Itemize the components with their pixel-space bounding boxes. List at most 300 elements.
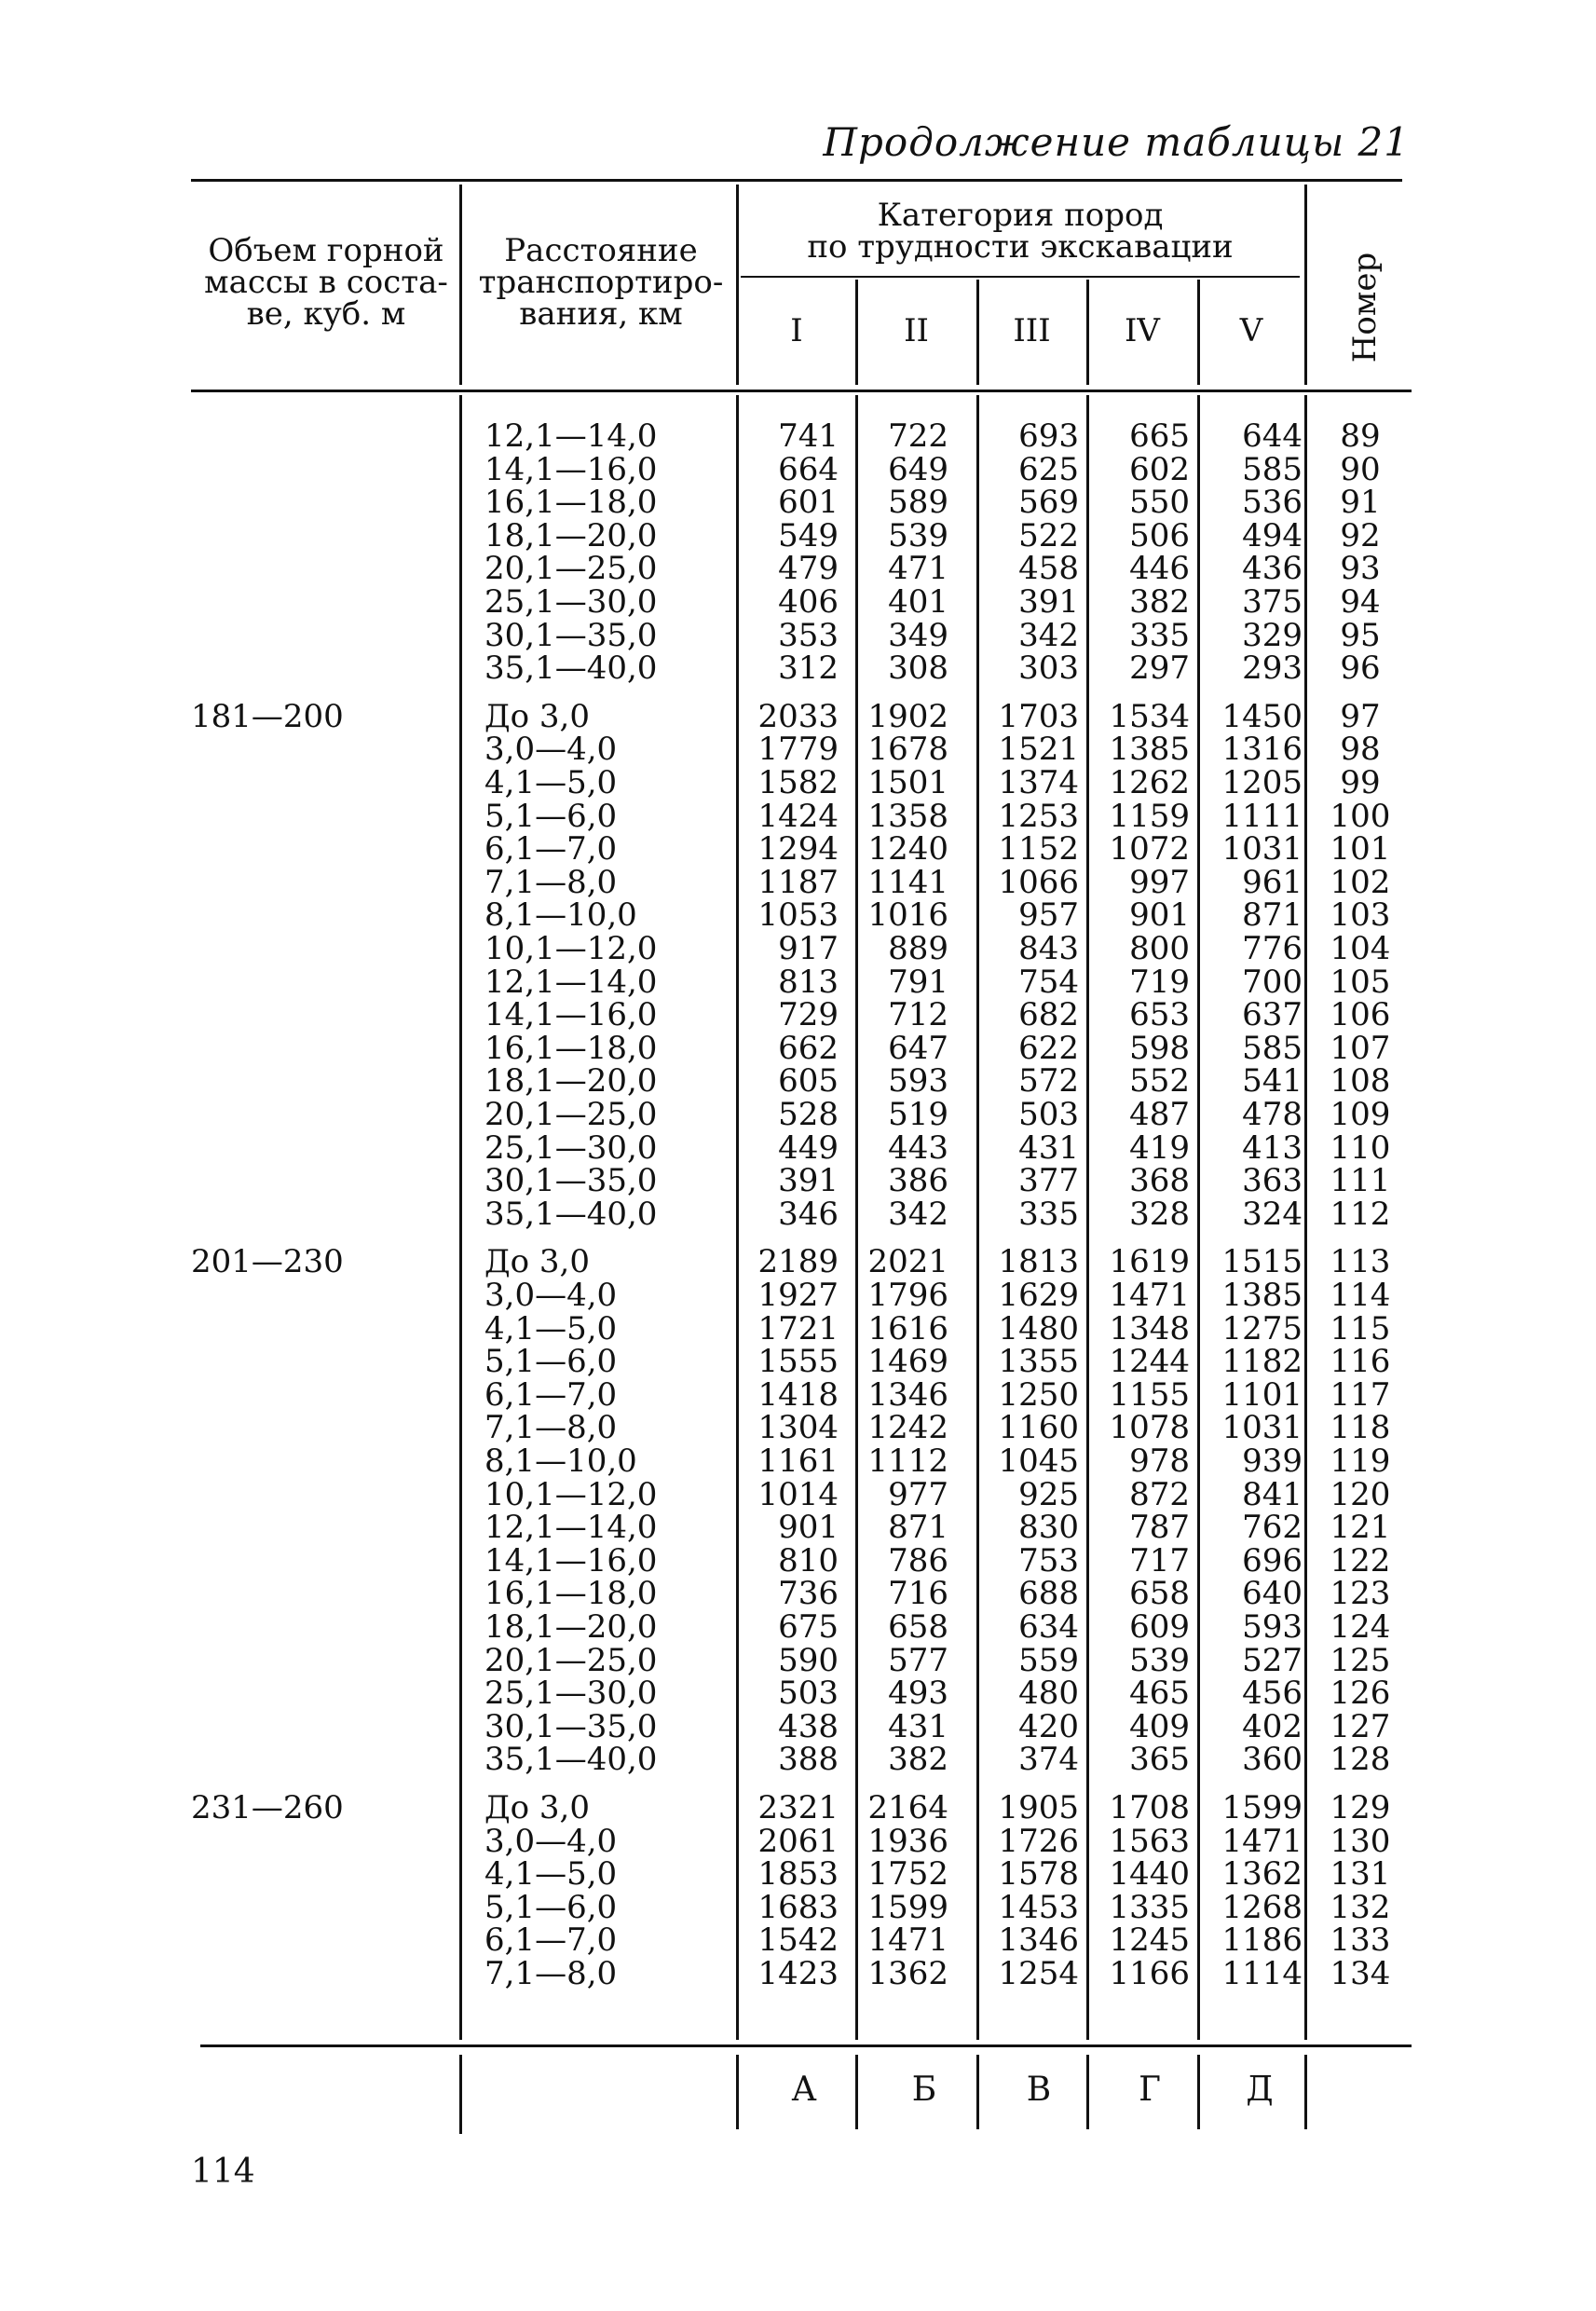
value-cell-cat-1: 1053 bbox=[757, 896, 839, 934]
value-cell-cat-2: 722 bbox=[888, 417, 948, 455]
row-number-cell: 97 bbox=[1340, 698, 1381, 735]
row-number-cell: 111 bbox=[1330, 1162, 1391, 1199]
page-number: 114 bbox=[191, 2153, 255, 2191]
value-cell-cat-5: 363 bbox=[1242, 1162, 1303, 1199]
value-cell-cat-2: 712 bbox=[888, 996, 948, 1033]
value-cell-cat-5: 478 bbox=[1242, 1096, 1303, 1133]
row-number-cell: 94 bbox=[1340, 583, 1381, 621]
value-cell-cat-1: 1161 bbox=[757, 1443, 839, 1480]
value-cell-cat-4: 1244 bbox=[1109, 1343, 1190, 1380]
category-header bbox=[741, 197, 1300, 266]
value-cell-cat-1: 528 bbox=[778, 1096, 839, 1133]
value-cell-cat-5: 324 bbox=[1242, 1196, 1303, 1233]
value-cell-cat-2: 1242 bbox=[867, 1409, 948, 1446]
value-cell-cat-3: 559 bbox=[1018, 1642, 1079, 1679]
distance-cell: 10,1—12,0 bbox=[484, 1476, 658, 1513]
value-cell-cat-5: 939 bbox=[1242, 1443, 1303, 1480]
row-number-cell: 114 bbox=[1330, 1277, 1391, 1314]
value-cell-cat-5: 1450 bbox=[1221, 698, 1303, 735]
value-cell-cat-1: 1418 bbox=[757, 1376, 839, 1414]
row-number-cell: 106 bbox=[1330, 996, 1391, 1033]
value-cell-cat-2: 1358 bbox=[867, 798, 948, 835]
value-cell-cat-3: 1453 bbox=[998, 1889, 1079, 1926]
value-cell-cat-1: 729 bbox=[778, 996, 839, 1033]
value-cell-cat-4: 997 bbox=[1129, 864, 1190, 901]
distance-cell: 4,1—5,0 bbox=[484, 1855, 618, 1893]
value-cell-cat-5: 413 bbox=[1242, 1129, 1303, 1167]
value-cell-cat-5: 494 bbox=[1242, 517, 1303, 554]
value-cell-cat-3: 522 bbox=[1018, 517, 1079, 554]
footer-col-divider bbox=[736, 2055, 739, 2129]
footer-col-divider bbox=[459, 2055, 462, 2134]
value-cell-cat-4: 297 bbox=[1129, 650, 1190, 687]
value-cell-cat-5: 1275 bbox=[1221, 1310, 1303, 1347]
value-cell-cat-1: 1779 bbox=[757, 731, 839, 768]
value-cell-cat-2: 889 bbox=[888, 930, 948, 967]
value-cell-cat-5: 456 bbox=[1242, 1675, 1303, 1712]
value-cell-cat-5: 776 bbox=[1242, 930, 1303, 967]
row-number-cell: 122 bbox=[1330, 1542, 1391, 1579]
row-number-cell: 101 bbox=[1330, 830, 1391, 868]
value-cell-cat-3: 1355 bbox=[998, 1343, 1079, 1380]
row-number-cell: 91 bbox=[1340, 484, 1381, 521]
value-cell-cat-5: 841 bbox=[1242, 1476, 1303, 1513]
value-cell-cat-4: 506 bbox=[1129, 517, 1190, 554]
col-divider bbox=[736, 185, 739, 385]
value-cell-cat-4: 717 bbox=[1129, 1542, 1190, 1579]
row-number-cell: 92 bbox=[1340, 517, 1381, 554]
value-cell-cat-2: 1346 bbox=[867, 1376, 948, 1414]
body-col-divider bbox=[1304, 395, 1307, 2040]
value-cell-cat-2: 342 bbox=[888, 1196, 948, 1233]
value-cell-cat-1: 605 bbox=[778, 1062, 839, 1100]
value-cell-cat-5: 1031 bbox=[1221, 1409, 1303, 1446]
value-cell-cat-5: 1268 bbox=[1221, 1889, 1303, 1926]
distance-cell: 6,1—7,0 bbox=[484, 1921, 618, 1959]
value-cell-cat-2: 1752 bbox=[867, 1855, 948, 1893]
value-cell-cat-3: 1480 bbox=[998, 1310, 1079, 1347]
value-cell-cat-5: 585 bbox=[1242, 1030, 1303, 1067]
distance-header bbox=[466, 232, 736, 333]
value-cell-cat-3: 1813 bbox=[998, 1243, 1079, 1280]
volume-header-line: Объем горной bbox=[208, 232, 444, 269]
value-cell-cat-4: 382 bbox=[1129, 583, 1190, 621]
value-cell-cat-1: 736 bbox=[778, 1575, 839, 1612]
footer-letter-g: Г bbox=[1139, 2071, 1161, 2109]
distance-cell: 3,0—4,0 bbox=[484, 1823, 618, 1860]
row-number-cell: 113 bbox=[1330, 1243, 1391, 1280]
value-cell-cat-1: 901 bbox=[778, 1509, 839, 1546]
value-cell-cat-2: 1112 bbox=[867, 1443, 948, 1480]
value-cell-cat-5: 1316 bbox=[1221, 731, 1303, 768]
value-cell-cat-4: 1245 bbox=[1109, 1921, 1190, 1959]
value-cell-cat-5: 585 bbox=[1242, 451, 1303, 488]
value-cell-cat-1: 664 bbox=[778, 451, 839, 488]
value-cell-cat-4: 446 bbox=[1129, 550, 1190, 587]
value-cell-cat-3: 1521 bbox=[998, 731, 1079, 768]
value-cell-cat-5: 1362 bbox=[1221, 1855, 1303, 1893]
top-rule bbox=[191, 179, 1402, 182]
distance-cell: До 3,0 bbox=[484, 1789, 590, 1826]
footer-col-divider bbox=[976, 2055, 979, 2129]
value-cell-cat-1: 590 bbox=[778, 1642, 839, 1679]
value-cell-cat-4: 465 bbox=[1129, 1675, 1190, 1712]
value-cell-cat-4: 1440 bbox=[1109, 1855, 1190, 1893]
distance-cell: 20,1—25,0 bbox=[484, 550, 658, 587]
value-cell-cat-1: 479 bbox=[778, 550, 839, 587]
row-number-cell: 127 bbox=[1330, 1708, 1391, 1745]
value-cell-cat-4: 1471 bbox=[1109, 1277, 1190, 1314]
value-cell-cat-1: 1423 bbox=[757, 1955, 839, 1992]
distance-cell: 8,1—10,0 bbox=[484, 1443, 637, 1480]
value-cell-cat-5: 1111 bbox=[1221, 798, 1303, 835]
value-cell-cat-4: 609 bbox=[1129, 1608, 1190, 1646]
value-cell-cat-2: 349 bbox=[888, 617, 948, 654]
value-cell-cat-1: 601 bbox=[778, 484, 839, 521]
value-cell-cat-2: 647 bbox=[888, 1030, 948, 1067]
row-number-cell: 133 bbox=[1330, 1921, 1391, 1959]
volume-cell: 231—260 bbox=[191, 1789, 344, 1826]
value-cell-cat-2: 1599 bbox=[867, 1889, 948, 1926]
value-cell-cat-3: 377 bbox=[1018, 1162, 1079, 1199]
value-cell-cat-2: 593 bbox=[888, 1062, 948, 1100]
value-cell-cat-3: 458 bbox=[1018, 550, 1079, 587]
value-cell-cat-3: 1253 bbox=[998, 798, 1079, 835]
value-cell-cat-2: 589 bbox=[888, 484, 948, 521]
value-cell-cat-2: 431 bbox=[888, 1708, 948, 1745]
value-cell-cat-1: 2061 bbox=[757, 1823, 839, 1860]
distance-cell: 4,1—5,0 bbox=[484, 764, 618, 801]
distance-cell: 18,1—20,0 bbox=[484, 1608, 658, 1646]
distance-cell: 3,0—4,0 bbox=[484, 1277, 618, 1314]
distance-cell: 25,1—30,0 bbox=[484, 583, 658, 621]
value-cell-cat-1: 662 bbox=[778, 1030, 839, 1067]
value-cell-cat-3: 830 bbox=[1018, 1509, 1079, 1546]
value-cell-cat-4: 1335 bbox=[1109, 1889, 1190, 1926]
row-number-cell: 108 bbox=[1330, 1062, 1391, 1100]
footer-col-divider bbox=[1304, 2055, 1307, 2129]
value-cell-cat-5: 329 bbox=[1242, 617, 1303, 654]
value-cell-cat-5: 1599 bbox=[1221, 1789, 1303, 1826]
distance-cell: 14,1—16,0 bbox=[484, 996, 658, 1033]
value-cell-cat-4: 335 bbox=[1129, 617, 1190, 654]
row-number-cell: 103 bbox=[1330, 896, 1391, 934]
distance-cell: 14,1—16,0 bbox=[484, 451, 658, 488]
distance-cell: 35,1—40,0 bbox=[484, 1741, 658, 1778]
row-number-cell: 98 bbox=[1340, 731, 1381, 768]
value-cell-cat-1: 1721 bbox=[757, 1310, 839, 1347]
value-cell-cat-1: 346 bbox=[778, 1196, 839, 1233]
value-cell-cat-3: 335 bbox=[1018, 1196, 1079, 1233]
category-header-line: по трудности экскавации bbox=[807, 228, 1234, 266]
distance-cell: 5,1—6,0 bbox=[484, 1343, 618, 1380]
footer-col-divider bbox=[1086, 2055, 1089, 2129]
value-cell-cat-2: 658 bbox=[888, 1608, 948, 1646]
value-cell-cat-1: 1014 bbox=[757, 1476, 839, 1513]
value-cell-cat-2: 493 bbox=[888, 1675, 948, 1712]
value-cell-cat-5: 593 bbox=[1242, 1608, 1303, 1646]
value-cell-cat-1: 406 bbox=[778, 583, 839, 621]
value-cell-cat-4: 978 bbox=[1129, 1443, 1190, 1480]
value-cell-cat-1: 1555 bbox=[757, 1343, 839, 1380]
row-number-cell: 90 bbox=[1340, 451, 1381, 488]
value-cell-cat-2: 577 bbox=[888, 1642, 948, 1679]
row-number-cell: 107 bbox=[1330, 1030, 1391, 1067]
value-cell-cat-4: 487 bbox=[1129, 1096, 1190, 1133]
value-cell-cat-4: 1159 bbox=[1109, 798, 1190, 835]
value-cell-cat-1: 675 bbox=[778, 1608, 839, 1646]
row-number-cell: 109 bbox=[1330, 1096, 1391, 1133]
value-cell-cat-2: 1936 bbox=[867, 1823, 948, 1860]
row-number-cell: 89 bbox=[1340, 417, 1381, 455]
volume-cell: 201—230 bbox=[191, 1243, 344, 1280]
value-cell-cat-1: 353 bbox=[778, 617, 839, 654]
value-cell-cat-2: 401 bbox=[888, 583, 948, 621]
value-cell-cat-3: 391 bbox=[1018, 583, 1079, 621]
distance-cell: 5,1—6,0 bbox=[484, 798, 618, 835]
value-cell-cat-5: 527 bbox=[1242, 1642, 1303, 1679]
number-header: Номер bbox=[1346, 252, 1384, 363]
distance-cell: 5,1—6,0 bbox=[484, 1889, 618, 1926]
distance-cell: 6,1—7,0 bbox=[484, 1376, 618, 1414]
value-cell-cat-1: 503 bbox=[778, 1675, 839, 1712]
value-cell-cat-5: 1205 bbox=[1221, 764, 1303, 801]
value-cell-cat-1: 1683 bbox=[757, 1889, 839, 1926]
value-cell-cat-4: 328 bbox=[1129, 1196, 1190, 1233]
value-cell-cat-3: 1152 bbox=[998, 830, 1079, 868]
value-cell-cat-4: 1072 bbox=[1109, 830, 1190, 868]
row-number-cell: 126 bbox=[1330, 1675, 1391, 1712]
distance-cell: 30,1—35,0 bbox=[484, 1162, 658, 1199]
value-cell-cat-1: 813 bbox=[778, 964, 839, 1001]
value-cell-cat-3: 1254 bbox=[998, 1955, 1079, 1992]
value-cell-cat-2: 2164 bbox=[867, 1789, 948, 1826]
value-cell-cat-4: 550 bbox=[1129, 484, 1190, 521]
row-number-cell: 100 bbox=[1330, 798, 1391, 835]
distance-cell: 14,1—16,0 bbox=[484, 1542, 658, 1579]
value-cell-cat-4: 1155 bbox=[1109, 1376, 1190, 1414]
value-cell-cat-5: 402 bbox=[1242, 1708, 1303, 1745]
value-cell-cat-2: 1471 bbox=[867, 1921, 948, 1959]
value-cell-cat-5: 762 bbox=[1242, 1509, 1303, 1546]
value-cell-cat-4: 719 bbox=[1129, 964, 1190, 1001]
value-cell-cat-2: 382 bbox=[888, 1741, 948, 1778]
distance-cell: 18,1—20,0 bbox=[484, 517, 658, 554]
row-number-cell: 105 bbox=[1330, 964, 1391, 1001]
distance-cell: 7,1—8,0 bbox=[484, 864, 618, 901]
row-number-cell: 121 bbox=[1330, 1509, 1391, 1546]
distance-cell: 20,1—25,0 bbox=[484, 1096, 658, 1133]
value-cell-cat-2: 716 bbox=[888, 1575, 948, 1612]
row-number-cell: 123 bbox=[1330, 1575, 1391, 1612]
value-cell-cat-5: 293 bbox=[1242, 650, 1303, 687]
footer-letter-a: А bbox=[791, 2071, 817, 2109]
value-cell-cat-4: 419 bbox=[1129, 1129, 1190, 1167]
col-divider bbox=[459, 185, 462, 385]
row-number-cell: 134 bbox=[1330, 1955, 1391, 1992]
value-cell-cat-5: 644 bbox=[1242, 417, 1303, 455]
footer-letter-b: Б bbox=[911, 2071, 937, 2109]
value-cell-cat-2: 1141 bbox=[867, 864, 948, 901]
footer-rule bbox=[200, 2044, 1412, 2047]
value-cell-cat-3: 420 bbox=[1018, 1708, 1079, 1745]
value-cell-cat-4: 1166 bbox=[1109, 1955, 1190, 1992]
value-cell-cat-3: 625 bbox=[1018, 451, 1079, 488]
distance-cell: 7,1—8,0 bbox=[484, 1409, 618, 1446]
value-cell-cat-3: 1346 bbox=[998, 1921, 1079, 1959]
value-cell-cat-4: 787 bbox=[1129, 1509, 1190, 1546]
row-number-cell: 120 bbox=[1330, 1476, 1391, 1513]
value-cell-cat-4: 409 bbox=[1129, 1708, 1190, 1745]
value-cell-cat-3: 925 bbox=[1018, 1476, 1079, 1513]
value-cell-cat-3: 1374 bbox=[998, 764, 1079, 801]
value-cell-cat-3: 1703 bbox=[998, 698, 1079, 735]
distance-cell: 7,1—8,0 bbox=[484, 1955, 618, 1992]
value-cell-cat-4: 658 bbox=[1129, 1575, 1190, 1612]
category-ii: II bbox=[904, 312, 929, 349]
row-number-cell: 128 bbox=[1330, 1741, 1391, 1778]
value-cell-cat-3: 303 bbox=[1018, 650, 1079, 687]
volume-cell: 181—200 bbox=[191, 698, 344, 735]
row-number-cell: 116 bbox=[1330, 1343, 1391, 1380]
value-cell-cat-3: 1726 bbox=[998, 1823, 1079, 1860]
row-number-cell: 130 bbox=[1330, 1823, 1391, 1860]
value-cell-cat-2: 871 bbox=[888, 1509, 948, 1546]
volume-header bbox=[196, 232, 457, 333]
value-cell-cat-4: 800 bbox=[1129, 930, 1190, 967]
row-number-cell: 117 bbox=[1330, 1376, 1391, 1414]
value-cell-cat-2: 386 bbox=[888, 1162, 948, 1199]
distance-header-line: транспортиро- bbox=[478, 264, 724, 301]
row-number-cell: 96 bbox=[1340, 650, 1381, 687]
value-cell-cat-1: 388 bbox=[778, 1741, 839, 1778]
value-cell-cat-1: 1187 bbox=[757, 864, 839, 901]
distance-cell: 30,1—35,0 bbox=[484, 617, 658, 654]
value-cell-cat-5: 536 bbox=[1242, 484, 1303, 521]
value-cell-cat-1: 312 bbox=[778, 650, 839, 687]
value-cell-cat-2: 1616 bbox=[867, 1310, 948, 1347]
value-cell-cat-3: 431 bbox=[1018, 1129, 1079, 1167]
value-cell-cat-4: 1078 bbox=[1109, 1409, 1190, 1446]
value-cell-cat-1: 1304 bbox=[757, 1409, 839, 1446]
value-cell-cat-3: 480 bbox=[1018, 1675, 1079, 1712]
value-cell-cat-3: 754 bbox=[1018, 964, 1079, 1001]
value-cell-cat-1: 917 bbox=[778, 930, 839, 967]
value-cell-cat-2: 308 bbox=[888, 650, 948, 687]
category-v: V bbox=[1239, 312, 1263, 349]
value-cell-cat-3: 374 bbox=[1018, 1741, 1079, 1778]
value-cell-cat-3: 342 bbox=[1018, 617, 1079, 654]
value-cell-cat-4: 552 bbox=[1129, 1062, 1190, 1100]
distance-cell: До 3,0 bbox=[484, 1243, 590, 1280]
value-cell-cat-5: 1182 bbox=[1221, 1343, 1303, 1380]
value-cell-cat-5: 640 bbox=[1242, 1575, 1303, 1612]
distance-cell: 25,1—30,0 bbox=[484, 1675, 658, 1712]
distance-cell: 35,1—40,0 bbox=[484, 1196, 658, 1233]
value-cell-cat-1: 2189 bbox=[757, 1243, 839, 1280]
category-i: I bbox=[790, 312, 803, 349]
footer-letter-d: Д bbox=[1246, 2071, 1274, 2109]
value-cell-cat-4: 1708 bbox=[1109, 1789, 1190, 1826]
distance-cell: 18,1—20,0 bbox=[484, 1062, 658, 1100]
value-cell-cat-4: 665 bbox=[1129, 417, 1190, 455]
row-number-cell: 115 bbox=[1330, 1310, 1391, 1347]
value-cell-cat-4: 1262 bbox=[1109, 764, 1190, 801]
value-cell-cat-5: 637 bbox=[1242, 996, 1303, 1033]
header-bottom-rule bbox=[191, 390, 1412, 392]
value-cell-cat-4: 368 bbox=[1129, 1162, 1190, 1199]
row-number-cell: 104 bbox=[1330, 930, 1391, 967]
value-cell-cat-5: 696 bbox=[1242, 1542, 1303, 1579]
distance-cell: 4,1—5,0 bbox=[484, 1310, 618, 1347]
row-number-cell: 99 bbox=[1340, 764, 1381, 801]
value-cell-cat-3: 1578 bbox=[998, 1855, 1079, 1893]
value-cell-cat-2: 519 bbox=[888, 1096, 948, 1133]
footer-letter-v: В bbox=[1026, 2071, 1052, 2109]
value-cell-cat-3: 569 bbox=[1018, 484, 1079, 521]
distance-cell: До 3,0 bbox=[484, 698, 590, 735]
row-number-cell: 118 bbox=[1330, 1409, 1391, 1446]
row-number-cell: 124 bbox=[1330, 1608, 1391, 1646]
value-cell-cat-4: 1348 bbox=[1109, 1310, 1190, 1347]
value-cell-cat-2: 1362 bbox=[867, 1955, 948, 1992]
value-cell-cat-1: 1853 bbox=[757, 1855, 839, 1893]
value-cell-cat-1: 391 bbox=[778, 1162, 839, 1199]
row-number-cell: 125 bbox=[1330, 1642, 1391, 1679]
value-cell-cat-3: 622 bbox=[1018, 1030, 1079, 1067]
value-cell-cat-1: 438 bbox=[778, 1708, 839, 1745]
value-cell-cat-1: 1294 bbox=[757, 830, 839, 868]
volume-header-line: ве, куб. м bbox=[246, 295, 406, 333]
value-cell-cat-2: 443 bbox=[888, 1129, 948, 1167]
row-number-cell: 93 bbox=[1340, 550, 1381, 587]
value-cell-cat-4: 1619 bbox=[1109, 1243, 1190, 1280]
value-cell-cat-3: 1905 bbox=[998, 1789, 1079, 1826]
value-cell-cat-2: 1501 bbox=[867, 764, 948, 801]
value-cell-cat-4: 1563 bbox=[1109, 1823, 1190, 1860]
value-cell-cat-5: 1101 bbox=[1221, 1376, 1303, 1414]
value-cell-cat-5: 360 bbox=[1242, 1741, 1303, 1778]
distance-cell: 6,1—7,0 bbox=[484, 830, 618, 868]
value-cell-cat-2: 539 bbox=[888, 517, 948, 554]
distance-cell: 16,1—18,0 bbox=[484, 484, 658, 521]
value-cell-cat-4: 1385 bbox=[1109, 731, 1190, 768]
value-cell-cat-3: 1629 bbox=[998, 1277, 1079, 1314]
value-cell-cat-1: 1927 bbox=[757, 1277, 839, 1314]
value-cell-cat-3: 634 bbox=[1018, 1608, 1079, 1646]
row-number-cell: 102 bbox=[1330, 864, 1391, 901]
value-cell-cat-3: 503 bbox=[1018, 1096, 1079, 1133]
value-cell-cat-5: 541 bbox=[1242, 1062, 1303, 1100]
value-cell-cat-4: 1534 bbox=[1109, 698, 1190, 735]
value-cell-cat-4: 602 bbox=[1129, 451, 1190, 488]
volume-header-line: массы в соста- bbox=[204, 264, 448, 301]
row-number-cell: 95 bbox=[1340, 617, 1381, 654]
value-cell-cat-2: 977 bbox=[888, 1476, 948, 1513]
value-cell-cat-2: 649 bbox=[888, 451, 948, 488]
row-number-cell: 112 bbox=[1330, 1196, 1391, 1233]
value-cell-cat-3: 682 bbox=[1018, 996, 1079, 1033]
footer-col-divider bbox=[855, 2055, 858, 2129]
value-cell-cat-5: 1471 bbox=[1221, 1823, 1303, 1860]
category-rule bbox=[741, 276, 1300, 278]
value-cell-cat-5: 700 bbox=[1242, 964, 1303, 1001]
category-header-line: Категория пород bbox=[877, 197, 1164, 234]
value-cell-cat-3: 1045 bbox=[998, 1443, 1079, 1480]
value-cell-cat-3: 1250 bbox=[998, 1376, 1079, 1414]
value-cell-cat-2: 1678 bbox=[867, 731, 948, 768]
value-cell-cat-3: 1160 bbox=[998, 1409, 1079, 1446]
